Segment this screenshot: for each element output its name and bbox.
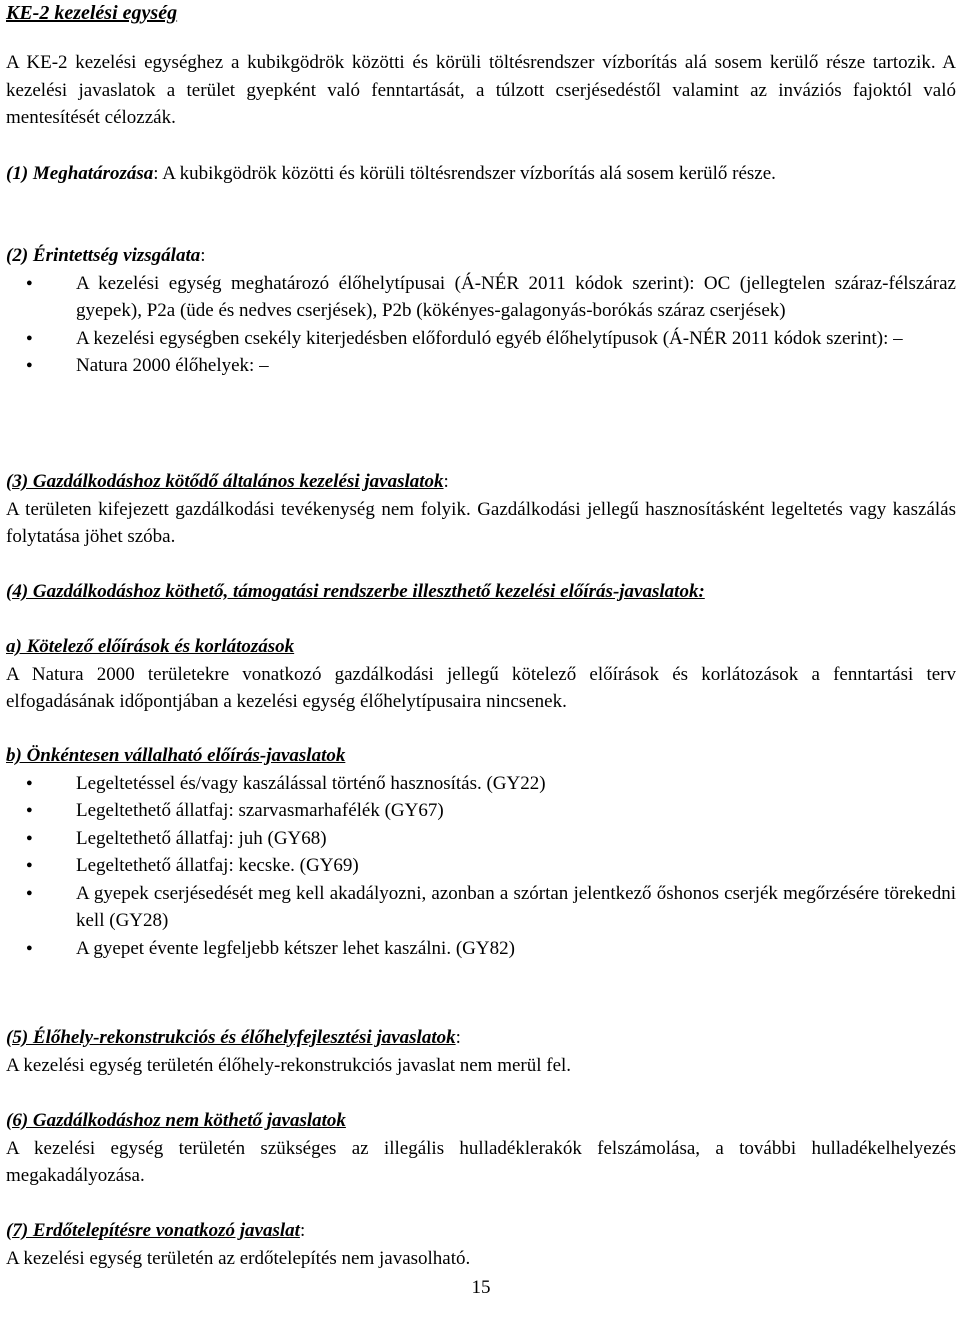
list-item: ● Natura 2000 élőhelyek: – [6,352,956,380]
section-2-colon: : [200,245,206,266]
section-2-heading-line [6,242,956,270]
section-7 [6,1217,956,1272]
list-item: ● A kezelési egység meghatározó élőhelytípusai (Á-NÉR 2011 kódok szerint): OC (jellegtelen száraz-félszáraz gyepek), P2a (üde és nedves cserjések), P2b (kökényes-galagonyás-borókás száraz cserjések) [6,270,956,325]
section-3-text: A területen kifejezett gazdálkodási tevékenység nem folyik. Gazdálkodási jellegű hasznosításként legeltetés vagy kaszálás folytatása jöhet szóba. [6,498,956,547]
section-4a-heading: a) Kötelező előírások és korlátozások [6,636,295,657]
section-4a-text: A Natura 2000 területekre vonatkozó gazdálkodási jellegű kötelező előírások és korlátozások a fenntartási terv elfogadásának időpontjában a kezelési egység élőhelytípusaira nincsenek. [6,663,956,712]
section-5 [6,1024,956,1079]
list-item: ● Legeltethető állatfaj: szarvasmarhafélék (GY67) [6,797,956,825]
section-4-heading: (4) Gazdálkodáshoz köthető, támogatási rendszerbe illeszthető kezelési előírás-javaslatok: [6,581,705,602]
section-2-list [6,270,956,380]
section-3-heading: (3) Gazdálkodáshoz kötődő általános kezelési javaslatok [6,471,444,492]
document-title: KE-2 kezelési egység [6,2,178,24]
list-item: ● Legeltethető állatfaj: juh (GY68) [6,825,956,853]
section-5-text: A kezelési egység területén élőhely-rekonstrukciós javaslat nem merül fel. [6,1054,572,1076]
section-7-heading-line [6,1217,956,1245]
section-4b-list [6,770,956,963]
list-item: ● Legeltetéssel és/vagy kaszálással történő hasznosítás. (GY22) [6,770,956,798]
section-3-heading-line [6,468,956,496]
section-5-heading: (5) Élőhely-rekonstrukciós és élőhelyfejlesztési javaslatok [6,1027,456,1048]
list-item: ● A gyepek cserjésedését meg kell akadályozni, azonban a szórtan jelentkező őshonos cserjék megőrzésére törekedni kell (GY28) [6,880,956,935]
section-6-heading: (6) Gazdálkodáshoz nem köthető javaslatok [6,1110,346,1131]
list-item: ● A kezelési egységben csekély kiterjedésben előforduló egyéb élőhelytípusok (Á-NÉR 2011 kódok szerint): – [6,325,956,353]
section-4b [6,742,956,962]
section-4b-heading: b) Önkéntesen vállalható előírás-javaslatok [6,745,346,766]
section-5-colon: : [455,1027,461,1048]
list-item: ● Legeltethető állatfaj: kecske. (GY69) [6,852,956,880]
section-4a [6,633,956,716]
section-2 [6,242,956,380]
section-6 [6,1107,956,1190]
page-number: 15 [471,1277,491,1298]
section-7-heading: (7) Erdőtelepítésre vonatkozó javaslat [6,1220,300,1241]
section-4 [6,578,956,606]
section-2-heading: (2) Érintettség vizsgálata [6,245,201,266]
section-6-text: A kezelési egység területén szükséges az illegális hulladéklerakók felszámolása, a további hulladékelhelyezés megakadályozása. [6,1137,956,1186]
section-1-paragraph [6,160,956,188]
intro-block [6,49,956,132]
list-item: ● A gyepet évente legfeljebb kétszer lehet kaszálni. (GY82) [6,935,956,963]
section-1-heading: (1) Meghatározása [6,163,154,184]
section-7-text: A kezelési egység területén az erdőtelepítés nem javasolható. [6,1247,471,1269]
section-3 [6,468,956,551]
section-7-colon: : [299,1220,306,1241]
section-3-colon: : [443,471,449,492]
section-1-text: : A kubikgödrök közötti és körüli töltésrendszer vízborítás alá sosem kerülő része. [153,163,776,184]
intro-paragraph: A KE-2 kezelési egységhez a kubikgödrök közötti és körüli töltésrendszer vízborítás alá sosem kerülő része tartozik. A kezelési javaslatok a terület gyepként való fenntartását, a túlzott cserjésedéstől valamint az inváziós fajoktól való mentesítését célozzák. [6,52,956,128]
section-5-heading-line [6,1024,956,1052]
section-1 [6,160,956,188]
